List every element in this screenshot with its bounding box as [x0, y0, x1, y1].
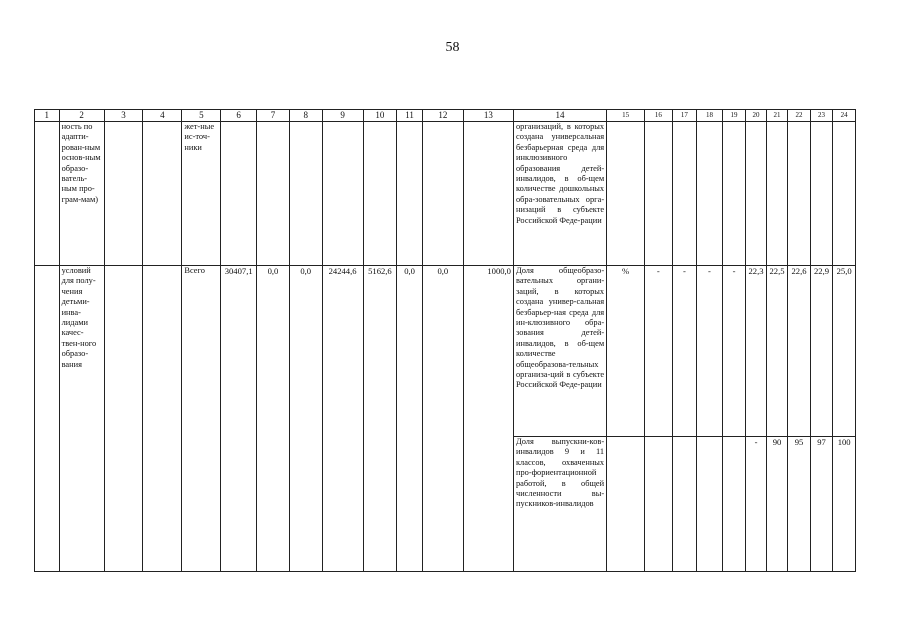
table-row [35, 266, 856, 437]
table-cell [59, 266, 104, 572]
table-cell [143, 122, 182, 266]
table-cell [766, 122, 787, 266]
col-header: 10 [363, 110, 397, 122]
col-header: 18 [697, 110, 723, 122]
value-cell: - [722, 266, 746, 437]
table-cell [322, 122, 363, 266]
measure-name-cont: ность по адапти-рован-ным основ-ным образо-ватель-ным про-грам-мам) [61, 122, 101, 204]
table-cell [722, 122, 746, 266]
table-cell [810, 122, 833, 266]
value-cell: - [697, 266, 723, 437]
indicator-name: организаций, в которых создана универсальная безбарьерная среда для инклюзивного образования детей-инвалидов, в об-щем количестве дошкольных обра-зовательных орга-низаций в субъекте Российской Феде-рации [513, 122, 606, 266]
column-number-row [35, 110, 856, 122]
value-cell: 97 [810, 437, 833, 572]
col-header: 21 [766, 110, 787, 122]
indicator-table [34, 109, 856, 572]
measure-name: условий для полу-чения детьми-инва-лидами качес-твен-ного образо-вания [61, 266, 97, 369]
table-cell [672, 437, 697, 572]
table-cell [722, 437, 746, 572]
value-cell: 22,3 [746, 266, 766, 437]
col-header: 12 [422, 110, 463, 122]
col-header: 5 [182, 110, 221, 122]
col-header: 4 [143, 110, 182, 122]
col-header: 7 [257, 110, 290, 122]
table-cell [833, 122, 856, 266]
value-cell: 22,9 [810, 266, 833, 437]
col-header: 8 [289, 110, 322, 122]
value-cell: 95 [788, 437, 811, 572]
col-header: 2 [59, 110, 104, 122]
table-cell [645, 122, 673, 266]
table-cell [257, 122, 290, 266]
value-cell: - [645, 266, 673, 437]
col-header: 6 [221, 110, 257, 122]
table-cell [35, 122, 60, 266]
table-cell [143, 266, 182, 572]
table-cell [363, 122, 397, 266]
table-cell [182, 122, 221, 266]
col-header: 3 [104, 110, 143, 122]
col-header: 24 [833, 110, 856, 122]
table-cell [35, 266, 60, 572]
table-cell [672, 122, 697, 266]
value-cell: 0,0 [289, 266, 322, 572]
table-cell [422, 122, 463, 266]
value-cell: 22,6 [788, 266, 811, 437]
value-cell: 0,0 [397, 266, 423, 572]
table-cell [397, 122, 423, 266]
table-cell [463, 122, 513, 266]
col-header: 11 [397, 110, 423, 122]
unit-cell: % [607, 266, 645, 437]
funding-source-cont: жет-ные ис-точ-ники [184, 122, 215, 152]
table-cell [746, 122, 766, 266]
col-header: 23 [810, 110, 833, 122]
table-cell [697, 437, 723, 572]
table-row [35, 122, 856, 266]
value-cell: 100 [833, 437, 856, 572]
table-cell [104, 122, 143, 266]
value-cell: 22,5 [766, 266, 787, 437]
col-header: 14 [513, 110, 606, 122]
table-cell [104, 266, 143, 572]
value-cell: 1000,0 [463, 266, 513, 572]
col-header: 15 [607, 110, 645, 122]
table-cell [788, 122, 811, 266]
value-cell: 0,0 [257, 266, 290, 572]
col-header: 13 [463, 110, 513, 122]
value-cell: 5162,6 [363, 266, 397, 572]
table-cell [607, 122, 645, 266]
page-number: 58 [445, 40, 460, 55]
table-cell [289, 122, 322, 266]
table-cell [59, 122, 104, 266]
col-header: 1 [35, 110, 60, 122]
funding-source: Всего [182, 266, 221, 572]
value-cell: - [672, 266, 697, 437]
total-value: 30407,1 [221, 266, 257, 572]
indicator-name: Доля общеобразо-вательных органи-заций, в которых создана универ-сальная безбарьер-ная среда для ин-клюзивного обра-зования детей-инвалидов, в об-щем количестве общеобразова-тельных организа-ций в субъекте Российской Феде-рации [513, 266, 606, 437]
value-cell: 25,0 [833, 266, 856, 437]
col-header: 19 [722, 110, 746, 122]
col-header: 9 [322, 110, 363, 122]
table-cell [645, 437, 673, 572]
value-cell: 90 [766, 437, 787, 572]
table-cell [697, 122, 723, 266]
value-cell: 0,0 [422, 266, 463, 572]
col-header: 16 [645, 110, 673, 122]
col-header: 22 [788, 110, 811, 122]
table-cell [607, 437, 645, 572]
value-cell: 24244,6 [322, 266, 363, 572]
indicator-name: Доля выпускни-ков-инвалидов 9 и 11 классов, охваченных про-фориентационной работой, в общей численности вы-пускников-инвалидов [513, 437, 606, 572]
col-header: 17 [672, 110, 697, 122]
table-cell [221, 122, 257, 266]
value-cell: - [746, 437, 766, 572]
col-header: 20 [746, 110, 766, 122]
